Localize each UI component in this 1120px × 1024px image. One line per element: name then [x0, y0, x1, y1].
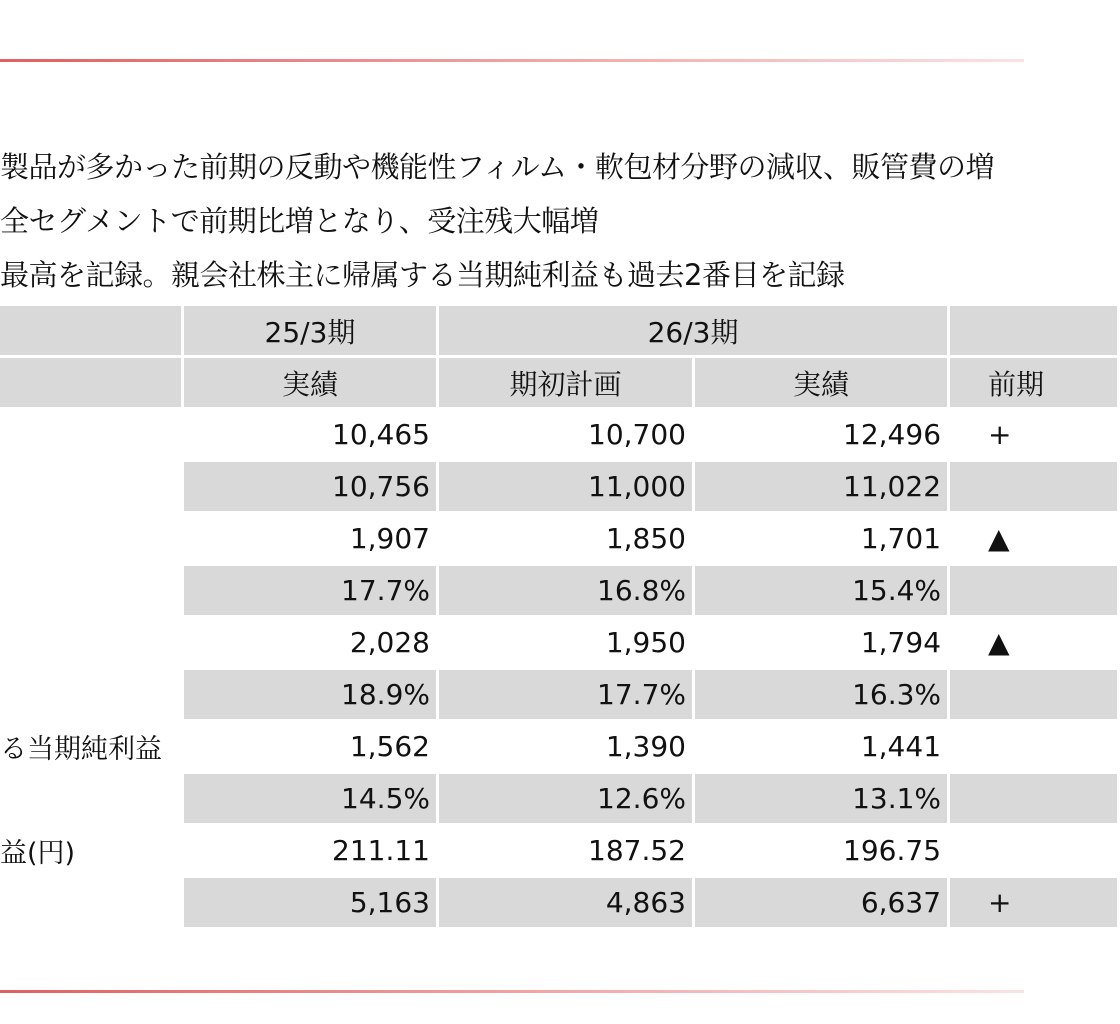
- cell-fy25-actual: 14.5%: [184, 774, 439, 826]
- header-divider: [0, 59, 1024, 62]
- cell-fy26-plan: 1,950: [439, 618, 695, 670]
- cell-fy25-actual: 1,907: [184, 514, 439, 566]
- cell-yoy-change: [950, 722, 1120, 774]
- footer-divider: [0, 990, 1024, 993]
- table-row: [0, 410, 1120, 462]
- cell-fy25-actual: 5,163: [184, 878, 439, 930]
- table-row: [0, 566, 1120, 618]
- table-row: [0, 462, 1120, 514]
- cell-yoy-change: ▲: [950, 618, 1120, 670]
- header-label-cell: [0, 358, 184, 410]
- table-row: [0, 722, 1120, 774]
- table-row: [0, 878, 1120, 930]
- cell-fy25-actual: 10,465: [184, 410, 439, 462]
- row-label: [0, 618, 184, 670]
- cell-yoy-change: [950, 826, 1120, 878]
- cell-fy26-actual: 16.3%: [695, 670, 950, 722]
- table-row: [0, 514, 1120, 566]
- header-label-cell: [0, 306, 184, 358]
- cell-fy26-actual: 196.75: [695, 826, 950, 878]
- cell-fy25-actual: 17.7%: [184, 566, 439, 618]
- cell-fy26-actual: 12,496: [695, 410, 950, 462]
- cell-fy26-actual: 11,022: [695, 462, 950, 514]
- cell-fy26-actual: 1,794: [695, 618, 950, 670]
- cell-yoy-change: +: [950, 878, 1120, 930]
- period-header-fy26: 26/3期: [439, 306, 950, 358]
- cell-yoy-change: +: [950, 410, 1120, 462]
- cell-yoy-change: ▲: [950, 514, 1120, 566]
- cell-fy26-actual: 1,701: [695, 514, 950, 566]
- subheader-fy26-plan: 期初計画: [439, 358, 695, 410]
- row-label: [0, 410, 184, 462]
- cell-yoy-change: [950, 566, 1120, 618]
- row-label: [0, 774, 184, 826]
- cell-yoy-change: [950, 774, 1120, 826]
- cell-fy26-plan: 12.6%: [439, 774, 695, 826]
- cell-fy26-plan: 1,390: [439, 722, 695, 774]
- period-header-change: [950, 306, 1120, 358]
- cell-fy26-plan: 17.7%: [439, 670, 695, 722]
- row-label: [0, 878, 184, 930]
- subheader-yoy: 前期: [950, 358, 1120, 410]
- row-label: [0, 514, 184, 566]
- cell-yoy-change: [950, 670, 1120, 722]
- cell-fy26-actual: 15.4%: [695, 566, 950, 618]
- cell-yoy-change: [950, 462, 1120, 514]
- table-row: [0, 774, 1120, 826]
- table-body: [0, 410, 1120, 930]
- summary-line: 製品が多かった前期の反動や機能性フィルム・軟包材分野の減収、販管費の増: [0, 150, 995, 184]
- financial-results-table: [0, 306, 1120, 930]
- cell-fy26-plan: 11,000: [439, 462, 695, 514]
- cell-fy25-actual: 2,028: [184, 618, 439, 670]
- cell-fy26-actual: 6,637: [695, 878, 950, 930]
- table-header-row-type: [0, 358, 1120, 410]
- row-label: る当期純利益: [0, 722, 184, 774]
- row-label: [0, 670, 184, 722]
- table-row: [0, 618, 1120, 670]
- cell-fy25-actual: 211.11: [184, 826, 439, 878]
- summary-bullets: [0, 140, 1024, 302]
- cell-fy26-plan: 10,700: [439, 410, 695, 462]
- cell-fy25-actual: 18.9%: [184, 670, 439, 722]
- row-label: 益(円): [0, 826, 184, 878]
- table-header-row-period: [0, 306, 1120, 358]
- table-row: [0, 826, 1120, 878]
- cell-fy26-actual: 1,441: [695, 722, 950, 774]
- subheader-fy26-actual: 実績: [695, 358, 950, 410]
- period-header-fy25: 25/3期: [184, 306, 439, 358]
- cell-fy26-plan: 4,863: [439, 878, 695, 930]
- cell-fy26-plan: 187.52: [439, 826, 695, 878]
- cell-fy26-plan: 16.8%: [439, 566, 695, 618]
- table-row: [0, 670, 1120, 722]
- subheader-fy25-actual: 実績: [184, 358, 439, 410]
- cell-fy26-actual: 13.1%: [695, 774, 950, 826]
- summary-line: 最高を記録。親会社株主に帰属する当期純利益も過去2番目を記録: [0, 258, 845, 292]
- cell-fy25-actual: 10,756: [184, 462, 439, 514]
- row-label: [0, 462, 184, 514]
- summary-line: 全セグメントで前期比増となり、受注残大幅増: [0, 204, 599, 238]
- row-label: [0, 566, 184, 618]
- cell-fy25-actual: 1,562: [184, 722, 439, 774]
- cell-fy26-plan: 1,850: [439, 514, 695, 566]
